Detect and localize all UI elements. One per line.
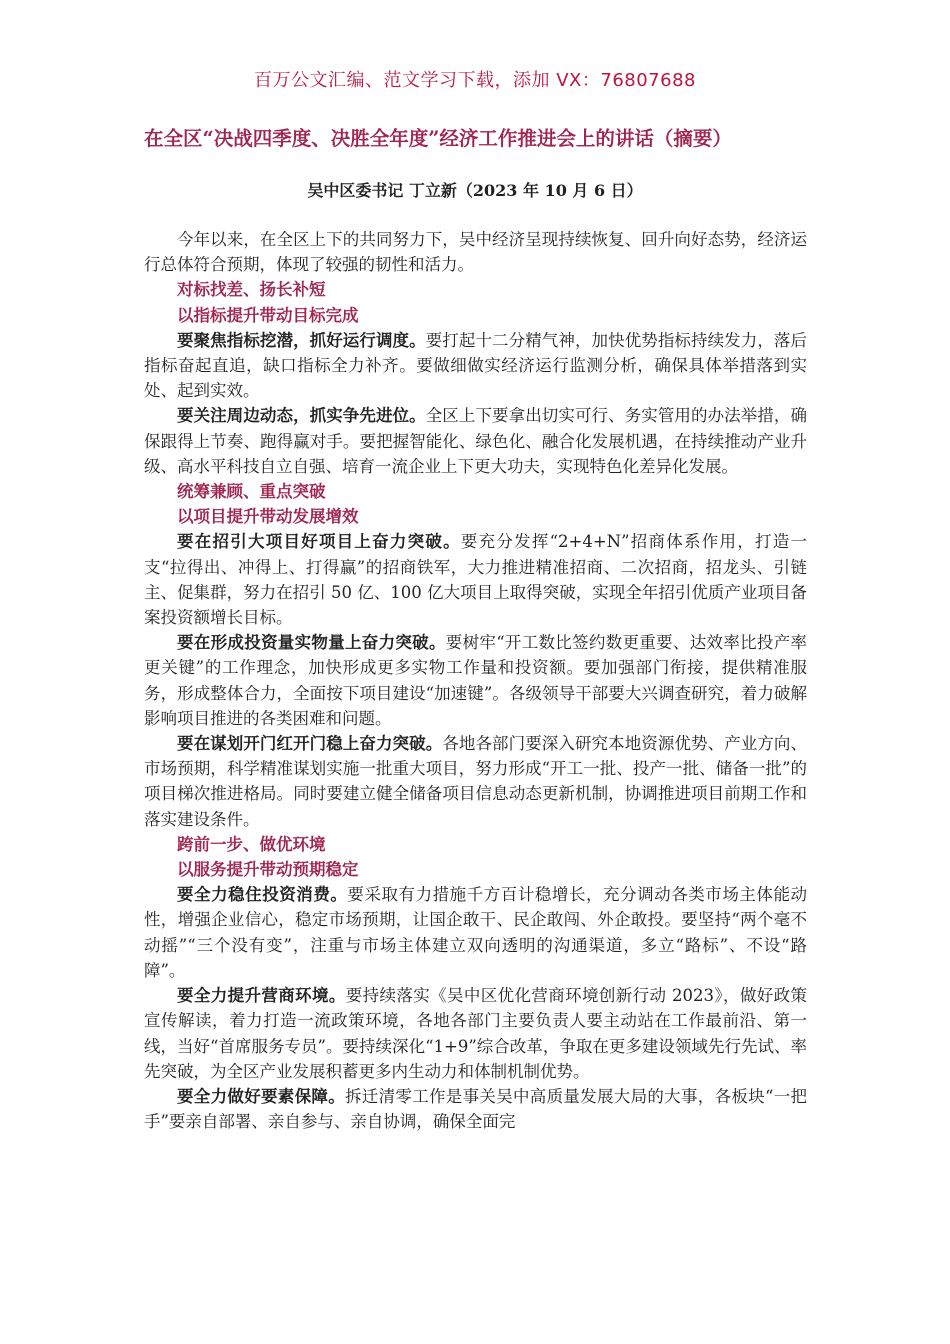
paragraph-lead: 要全力稳住投资消费。 bbox=[177, 885, 348, 905]
body-paragraph bbox=[144, 983, 807, 1084]
paragraph-text: 要持续落实《吴中区优化营商环境创新行动 2023》，做好政策宣传解读，着力打造一流政策环境，各地各部门主要负责人要主动站在工作最前沿、第一线，当好“首席服务专员”。要持续深化“1+9”综合改革，争取在更多建设领域先行先试、率先突破，为全区产业发展积蓄更多内生动力和体制机制优势。 bbox=[144, 986, 807, 1081]
body-paragraph bbox=[144, 731, 807, 832]
document-title: 在全区“决战四季度、决胜全年度”经济工作推进会上的讲话（摘要） bbox=[144, 127, 732, 150]
paragraph-text: 要树牢“开工数比签约数更重要、达效率比投产率更关键”的工作理念，加快形成更多实物工作量和投资额。要加强部门衔接，提供精准服务，形成整体合力，全面按下项目建设“加速键”。各级领导干部要大兴调查研究，着力破解影响项目推进的各类困难和问题。 bbox=[144, 633, 808, 728]
body-paragraph bbox=[144, 328, 807, 404]
section-heading: 跨前一步、做优环境 bbox=[177, 834, 326, 854]
body-paragraph bbox=[144, 529, 807, 630]
paragraph-lead: 要在谋划开门红开门稳上奋力突破。 bbox=[177, 734, 443, 754]
paragraph-lead: 要聚焦指标挖潜，抓好运行调度。 bbox=[177, 330, 426, 350]
paragraph-text: 要采取有力措施千方百计稳增长，充分调动各类市场主体能动性，增强企业信心，稳定市场预期，让国企敢干、民企敢闯、外企敢投。要坚持“两个毫不动摇”“三个没有变”，注重与市场主体建立双向透明的沟通渠道，多立“路标”、不设“路障”。 bbox=[144, 885, 808, 980]
section-subheading: 以指标提升带动目标完成 bbox=[177, 305, 359, 325]
body-paragraph bbox=[144, 630, 807, 731]
paragraph-lead: 要关注周边动态，抓实争先进位。 bbox=[177, 406, 426, 426]
document-body bbox=[144, 227, 807, 1134]
section-heading: 对标找差、扬长补短 bbox=[177, 280, 326, 300]
paragraph-lead: 要全力提升营商环境。 bbox=[177, 986, 346, 1006]
promo-banner: 百万公文汇编、范文学习下载，添加 VX：76807688 bbox=[254, 70, 696, 91]
paragraph-text: 各地各部门要深入研究本地资源优势、产业方向、市场预期，科学精准谋划实施一批重大项目，努力形成“开工一批、投产一批、储备一批”的项目梯次推进格局。同时要建立健全储备项目信息动态更新机制，协调推进项目前期工作和落实建设条件。 bbox=[144, 734, 808, 829]
section-subheading: 以项目提升带动发展增效 bbox=[177, 507, 359, 527]
body-paragraph bbox=[144, 403, 807, 479]
author-byline: 吴中区委书记 丁立新（2023 年 10 月 6 日） bbox=[307, 181, 643, 200]
paragraph-lead: 要在招引大项目好项目上奋力突破。 bbox=[177, 532, 461, 552]
paragraph-text: 要打起十二分精气神，加快优势指标持续发力，落后指标奋起直追，缺口指标全力补齐。要做细做实经济运行监测分析，确保具体举措落到实处、起到实效。 bbox=[144, 330, 808, 401]
paragraph-text: 拆迁清零工作是事关吴中高质量发展大局的大事，各板块“一把手”要亲自部署、亲自参与、亲自协调，确保全面完 bbox=[144, 1086, 808, 1132]
intro-paragraph: 今年以来，在全区上下的共同努力下，吴中经济呈现持续恢复、回升向好态势，经济运行总体符合预期，体现了较强的韧性和活力。 bbox=[144, 230, 807, 275]
paragraph-lead: 要在形成投资量实物量上奋力突破。 bbox=[177, 633, 446, 653]
paragraph-text: 要充分发挥“2+4+N”招商体系作用，打造一支“拉得出、冲得上、打得赢”的招商铁军，大力推进精准招商、二次招商，招龙头、引链主、促集群，努力在招引 50 亿、100 亿大项目上取得突破，实现全年招引优质产业项目备案投资额增长目标。 bbox=[144, 532, 807, 628]
section-heading: 统筹兼顾、重点突破 bbox=[177, 482, 326, 502]
paragraph-lead: 要全力做好要素保障。 bbox=[177, 1086, 345, 1106]
section-subheading: 以服务提升带动预期稳定 bbox=[177, 860, 359, 880]
body-paragraph bbox=[144, 1084, 807, 1134]
body-paragraph bbox=[144, 882, 807, 983]
paragraph-text: 全区上下要拿出切实可行、务实管用的办法举措，确保跟得上节奏、跑得赢对手。要把握智能化、绿色化、融合化发展机遇，在持续推动产业升级、高水平科技自立自强、培育一流企业上下更大功夫，实现特色化差异化发展。 bbox=[144, 406, 808, 476]
